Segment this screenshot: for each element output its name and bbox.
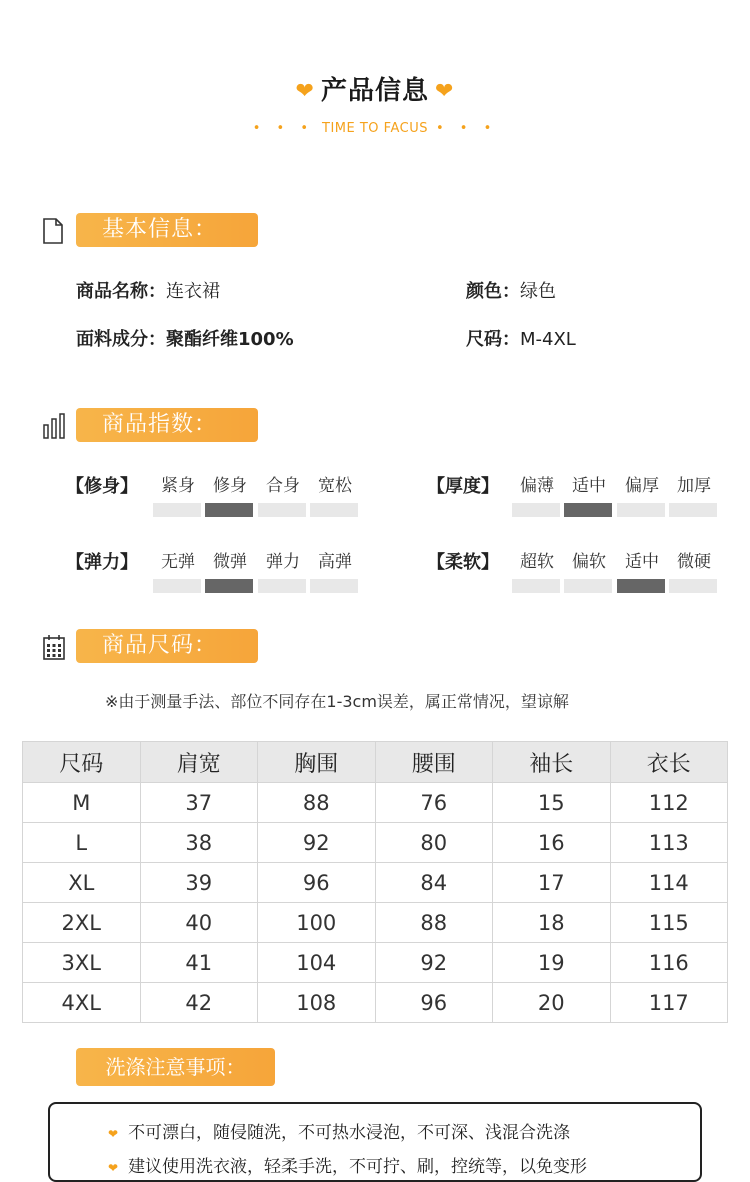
table-row <box>23 943 728 983</box>
index-option-label: 无弹 <box>161 552 195 572</box>
heart-bullet-icon: ❤ <box>108 1127 119 1141</box>
table-row <box>23 783 728 823</box>
product-name-label: 商品名称： <box>76 281 166 302</box>
heart-bullet-icon: ❤ <box>108 1161 119 1175</box>
table-cell: L <box>23 823 141 863</box>
header-cell: 衣长 <box>610 742 728 783</box>
size-range-label: 尺码： <box>466 329 520 350</box>
header-cell: 胸围 <box>258 742 376 783</box>
table-row <box>23 863 728 903</box>
index-bar <box>310 503 358 517</box>
wash-item <box>108 1152 587 1177</box>
index-option-label: 偏薄 <box>520 476 554 496</box>
table-cell: 104 <box>258 943 376 983</box>
index-group-name: 【厚度】 <box>427 476 499 497</box>
table-row <box>23 983 728 1023</box>
table-cell: 4XL <box>23 983 141 1023</box>
section-basic-label: 基本信息： <box>76 213 258 247</box>
table-cell: 88 <box>258 783 376 823</box>
table-cell: 3XL <box>23 943 141 983</box>
table-cell: 96 <box>258 863 376 903</box>
table-cell: 38 <box>140 823 258 863</box>
color-value: 绿色 <box>520 281 556 302</box>
index-bar-selected <box>205 579 253 593</box>
header-cell: 肩宽 <box>140 742 258 783</box>
bar-chart-icon <box>43 413 65 439</box>
index-bar <box>617 503 665 517</box>
table-cell: 96 <box>375 983 493 1023</box>
table-cell: 20 <box>493 983 611 1023</box>
heart-icon: ❤ <box>435 79 455 104</box>
section-wash-label: 洗涤注意事项： <box>76 1048 275 1086</box>
table-cell: 88 <box>375 903 493 943</box>
header-cell: 袖长 <box>493 742 611 783</box>
section-size-label: 商品尺码： <box>76 629 258 663</box>
index-bar <box>669 579 717 593</box>
table-cell: 117 <box>610 983 728 1023</box>
index-option-label: 微弹 <box>213 552 247 572</box>
table-cell: 92 <box>375 943 493 983</box>
table-cell: 39 <box>140 863 258 903</box>
product-name-value: 连衣裙 <box>166 281 220 302</box>
index-bar-selected <box>564 503 612 517</box>
table-cell: M <box>23 783 141 823</box>
table-cell: 37 <box>140 783 258 823</box>
index-group-name: 【修身】 <box>66 476 138 497</box>
index-group-name: 【柔软】 <box>427 552 499 573</box>
index-bar-selected <box>617 579 665 593</box>
fabric-row <box>76 325 294 351</box>
page-subtitle <box>0 121 750 136</box>
index-bar-selected <box>205 503 253 517</box>
table-cell: 112 <box>610 783 728 823</box>
table-cell: 17 <box>493 863 611 903</box>
wash-item-text: 建议使用洗衣液，轻柔手洗，不可拧、刷，控统等，以免变形 <box>128 1157 588 1177</box>
index-option-label: 微硬 <box>677 552 711 572</box>
section-index-label: 商品指数： <box>76 408 258 442</box>
index-bar <box>310 579 358 593</box>
index-option-label: 宽松 <box>318 476 352 496</box>
index-option-label: 适中 <box>572 476 606 496</box>
table-cell: 92 <box>258 823 376 863</box>
index-option-label: 适中 <box>625 552 659 572</box>
index-bar <box>258 579 306 593</box>
page-title <box>0 70 750 107</box>
index-option-label: 弹力 <box>266 552 300 572</box>
title-text: 产品信息 <box>320 76 429 106</box>
table-cell: XL <box>23 863 141 903</box>
dots-right: • • • <box>435 121 498 136</box>
index-option-label: 偏厚 <box>625 476 659 496</box>
index-bar <box>512 579 560 593</box>
subtitle-text: TIME TO FACUS <box>322 121 428 136</box>
index-option-label: 修身 <box>213 476 247 496</box>
table-cell: 114 <box>610 863 728 903</box>
index-option-label: 超软 <box>520 552 554 572</box>
size-table-body <box>23 783 728 1023</box>
size-range-value: M-4XL <box>520 329 576 350</box>
index-bar <box>564 579 612 593</box>
index-option-label: 高弹 <box>318 552 352 572</box>
document-icon <box>42 218 64 244</box>
table-cell: 113 <box>610 823 728 863</box>
table-row <box>23 823 728 863</box>
index-bar <box>512 503 560 517</box>
index-option-label: 紧身 <box>161 476 195 496</box>
wash-item <box>108 1118 570 1143</box>
calendar-icon <box>43 634 65 660</box>
size-range-row <box>466 325 576 351</box>
index-bar <box>153 503 201 517</box>
size-note: ※由于测量手法、部位不同存在1-3cm误差，属正常情况，望谅解 <box>105 692 569 711</box>
table-cell: 42 <box>140 983 258 1023</box>
heart-icon: ❤ <box>295 79 315 104</box>
fabric-label: 面料成分： <box>76 329 166 350</box>
table-cell: 84 <box>375 863 493 903</box>
fabric-value: 聚酯纤维100% <box>166 329 294 350</box>
table-cell: 115 <box>610 903 728 943</box>
index-bar <box>153 579 201 593</box>
table-cell: 76 <box>375 783 493 823</box>
header-cell: 尺码 <box>23 742 141 783</box>
size-table-header <box>23 742 728 783</box>
color-row <box>466 277 556 303</box>
table-cell: 100 <box>258 903 376 943</box>
index-option-label: 偏软 <box>572 552 606 572</box>
table-cell: 16 <box>493 823 611 863</box>
index-bar <box>258 503 306 517</box>
table-cell: 41 <box>140 943 258 983</box>
header-cell: 腰围 <box>375 742 493 783</box>
table-cell: 18 <box>493 903 611 943</box>
table-cell: 19 <box>493 943 611 983</box>
table-row <box>23 903 728 943</box>
table-cell: 15 <box>493 783 611 823</box>
table-cell: 80 <box>375 823 493 863</box>
product-name-row <box>76 277 220 303</box>
index-bar <box>669 503 717 517</box>
size-table <box>22 741 728 1023</box>
dots-left: • • • <box>252 121 315 136</box>
table-cell: 108 <box>258 983 376 1023</box>
table-cell: 116 <box>610 943 728 983</box>
index-option-label: 合身 <box>266 476 300 496</box>
index-option-label: 加厚 <box>677 476 711 496</box>
table-cell: 40 <box>140 903 258 943</box>
index-group-name: 【弹力】 <box>66 552 138 573</box>
color-label: 颜色： <box>466 281 520 302</box>
table-cell: 2XL <box>23 903 141 943</box>
wash-item-text: 不可漂白，随侵随洗，不可热水浸泡，不可深、浅混合洗涤 <box>128 1123 571 1143</box>
